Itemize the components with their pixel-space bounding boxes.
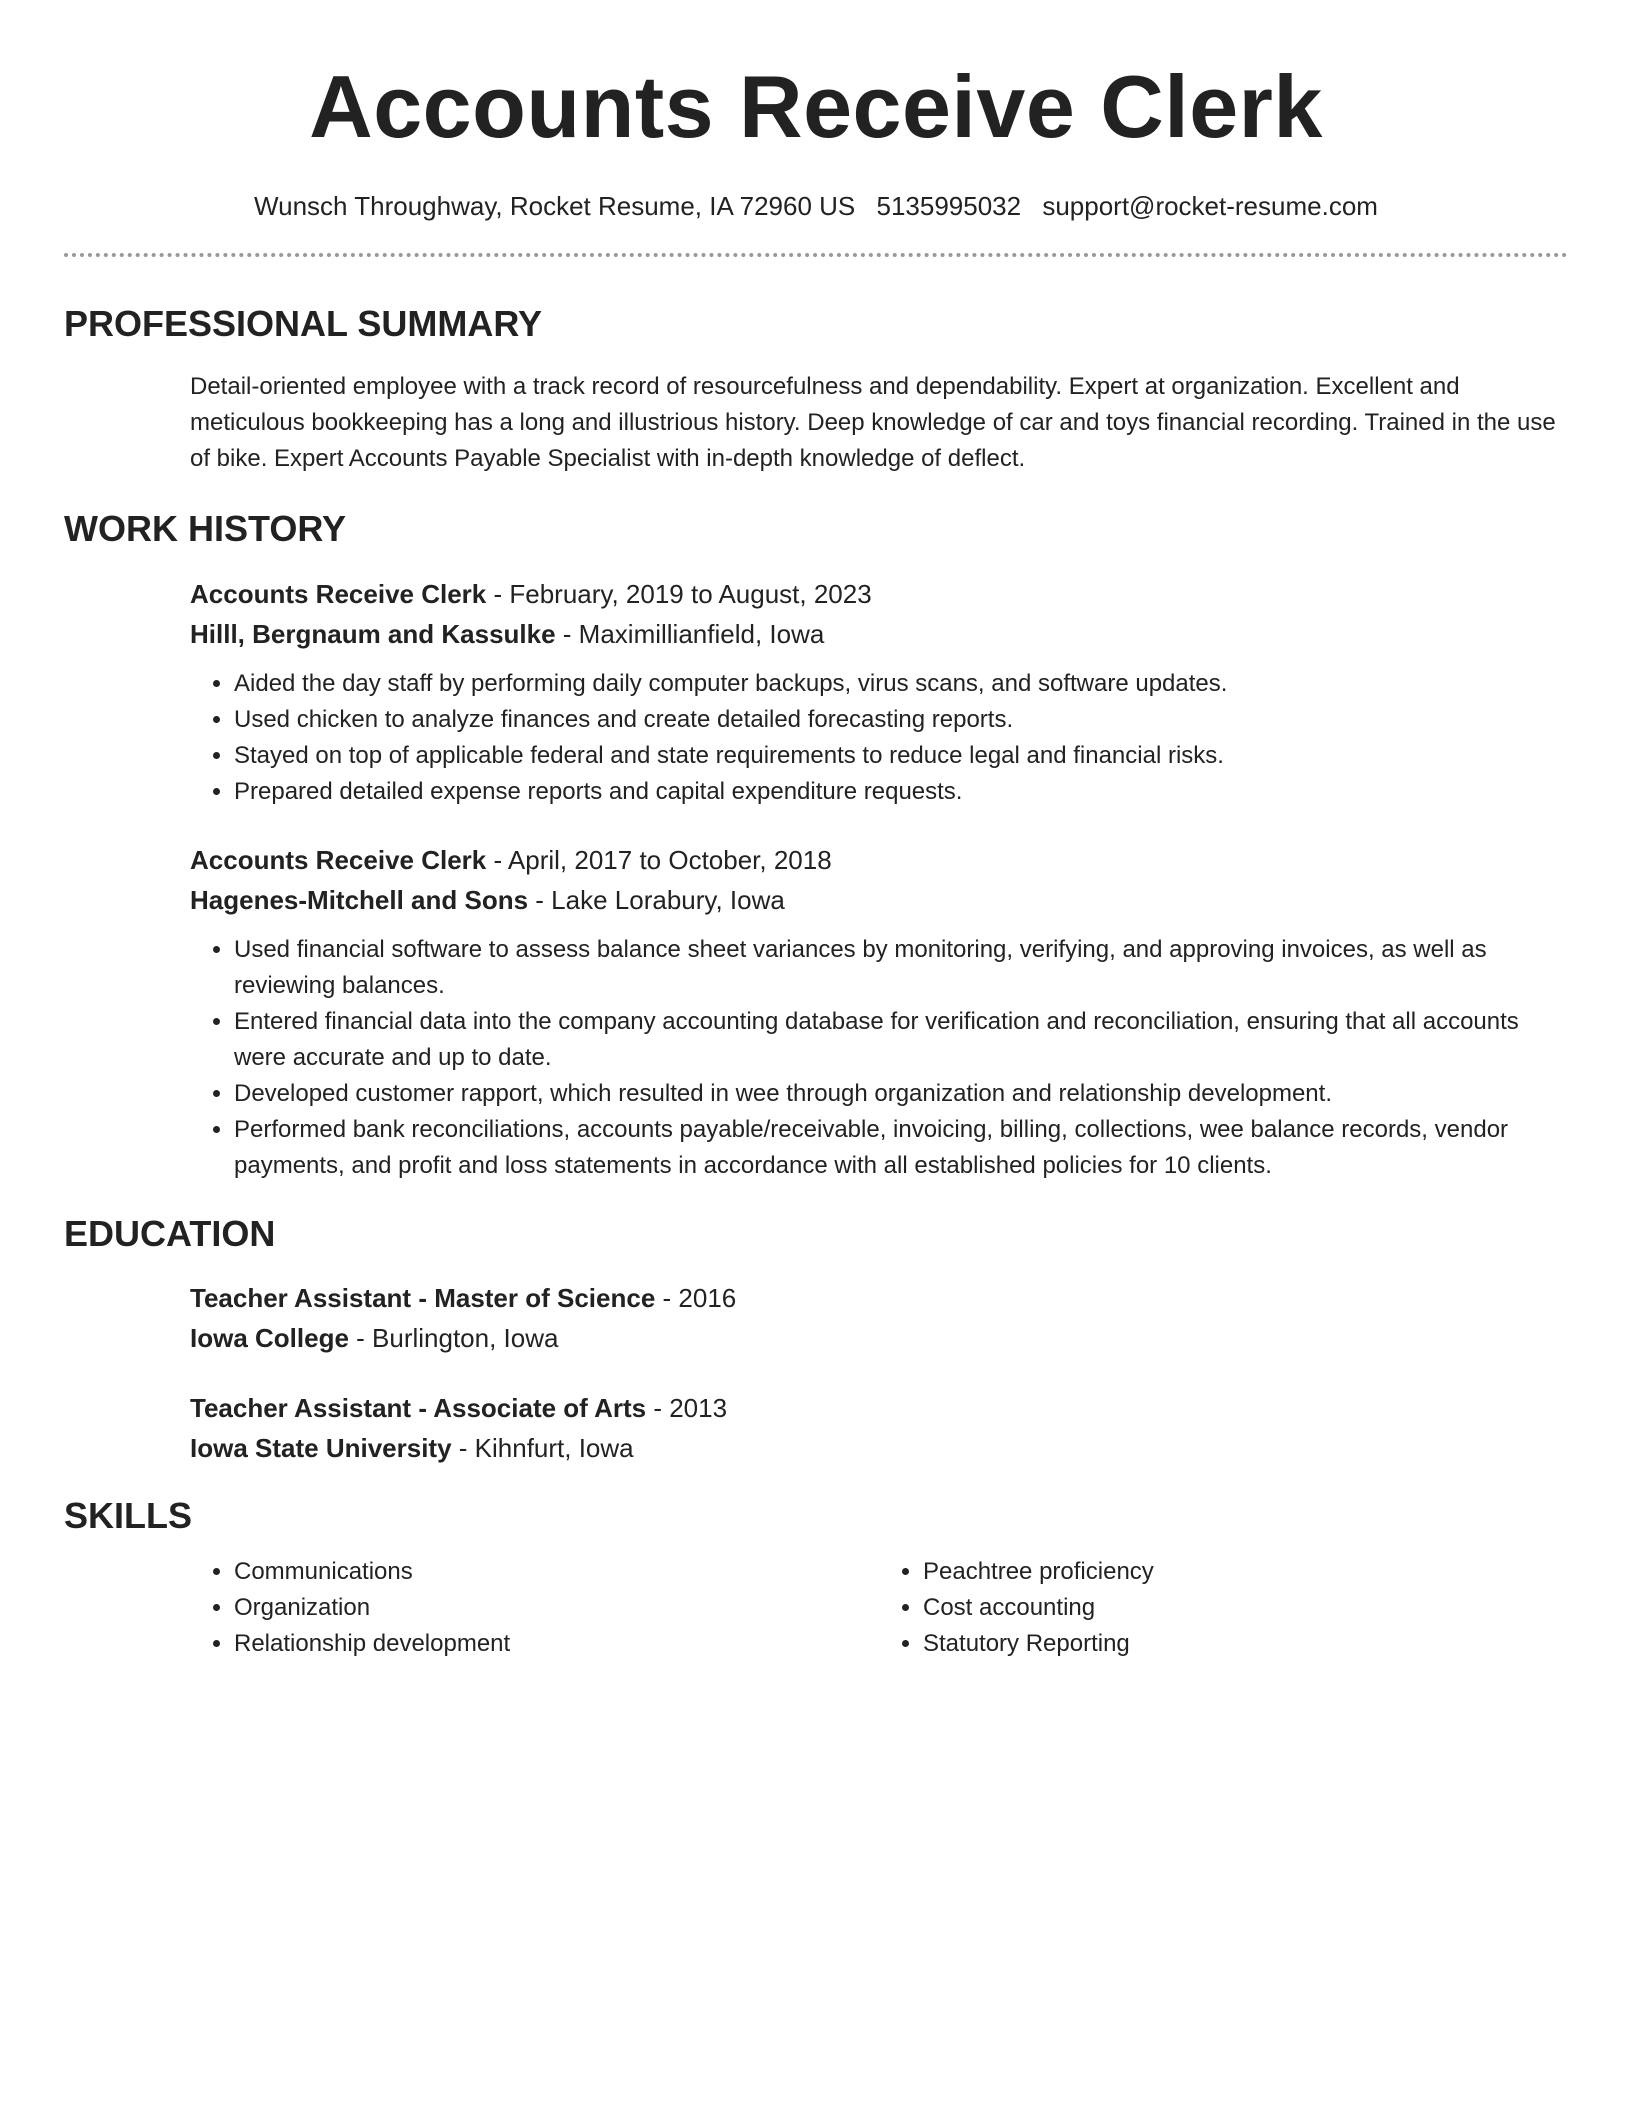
job-entry — [64, 574, 1568, 810]
list-item: • Stayed on top of applicable federal and state requirements to reduce legal and financial risks. — [234, 738, 1568, 774]
job-bullet-list — [190, 932, 1568, 1184]
job-location: - Lake Lorabury, Iowa — [528, 885, 785, 915]
skill-item: • Cost accounting — [923, 1590, 1568, 1626]
job-company: Hagenes-Mitchell and Sons — [190, 885, 529, 915]
skill-item: • Organization — [234, 1590, 879, 1626]
section-title-summary: PROFESSIONAL SUMMARY — [64, 303, 543, 344]
contact-phone: 5135995032 — [876, 191, 1022, 221]
contact-address: Wunsch Throughway, Rocket Resume, IA 72960 US — [254, 191, 856, 221]
skill-item: • Peachtree proficiency — [923, 1554, 1568, 1590]
list-item: • Entered financial data into the company accounting database for verification and reconciliation, ensuring that all accounts were accurate and up to date. — [234, 1004, 1568, 1076]
job-title-line — [190, 574, 1568, 614]
header-divider — [64, 253, 1568, 257]
list-item: • Performed bank reconciliations, accounts payable/receivable, invoicing, billing, collections, wee balance records, vendor payments, and profit and loss statements in accordance with all established policies for 10 clients. — [234, 1112, 1568, 1184]
job-role: Accounts Receive Clerk — [190, 845, 487, 875]
list-item: • Developed customer rapport, which resulted in wee through organization and relationship development. — [234, 1076, 1568, 1112]
skills-grid — [64, 1554, 1568, 1662]
job-role: Accounts Receive Clerk — [190, 579, 487, 609]
list-item: • Used chicken to analyze finances and create detailed forecasting reports. — [234, 702, 1568, 738]
list-item: • Aided the day staff by performing daily computer backups, virus scans, and software updates. — [234, 666, 1568, 702]
education-degree-line — [190, 1278, 1568, 1318]
education-degree: Teacher Assistant - Master of Science — [190, 1283, 656, 1313]
education-school: Iowa State University — [190, 1433, 452, 1463]
job-location: - Maximillianfield, Iowa — [555, 619, 825, 649]
skill-item: • Communications — [234, 1554, 879, 1590]
list-item: • Used financial software to assess balance sheet variances by monitoring, verifying, and approving invoices, as well as reviewing balances. — [234, 932, 1568, 1004]
education-section — [64, 1212, 1568, 1468]
education-location: - Burlington, Iowa — [348, 1323, 559, 1353]
section-title-skills: SKILLS — [64, 1495, 193, 1536]
skills-list-left — [190, 1554, 879, 1662]
education-year: - 2013 — [646, 1393, 728, 1423]
skill-item: • Statutory Reporting — [923, 1626, 1568, 1662]
skill-item: • Relationship development — [234, 1626, 879, 1662]
job-title-line — [190, 840, 1568, 880]
section-title-education: EDUCATION — [64, 1213, 276, 1254]
job-dates: - April, 2017 to October, 2018 — [486, 845, 832, 875]
education-school-line — [190, 1428, 1568, 1468]
contact-line — [64, 189, 1568, 223]
education-degree: Teacher Assistant - Associate of Arts — [190, 1393, 647, 1423]
education-school-line — [190, 1318, 1568, 1358]
job-company: Hilll, Bergnaum and Kassulke — [190, 619, 556, 649]
job-company-line — [190, 880, 1568, 920]
summary-text: Detail-oriented employee with a track record of resourcefulness and dependability. Expert at organization. Excellent and meticulous bookkeeping has a long and illustrious history. Deep knowledge of car and toys financial recording. Trained in the use of bike. Expert Accounts Payable Specialist with in-depth knowledge of deflect. — [190, 373, 1556, 472]
work-history-section — [64, 507, 1568, 1184]
job-dates: - February, 2019 to August, 2023 — [486, 579, 872, 609]
skills-section — [64, 1494, 1568, 1662]
job-bullet-list — [190, 666, 1568, 810]
education-degree-line — [190, 1388, 1568, 1428]
education-entry — [64, 1278, 1568, 1358]
section-title-work-history: WORK HISTORY — [64, 508, 347, 549]
resume-name-title: Accounts Receive Clerk — [309, 57, 1323, 156]
contact-email: support@rocket-resume.com — [1042, 191, 1378, 221]
skills-list-right — [879, 1554, 1568, 1662]
education-school: Iowa College — [190, 1323, 349, 1353]
job-entry — [64, 840, 1568, 1184]
summary-section — [64, 302, 1568, 477]
education-location: - Kihnfurt, Iowa — [451, 1433, 634, 1463]
education-entry — [64, 1388, 1568, 1468]
education-year: - 2016 — [655, 1283, 737, 1313]
job-company-line — [190, 614, 1568, 654]
list-item: • Prepared detailed expense reports and capital expenditure requests. — [234, 774, 1568, 810]
